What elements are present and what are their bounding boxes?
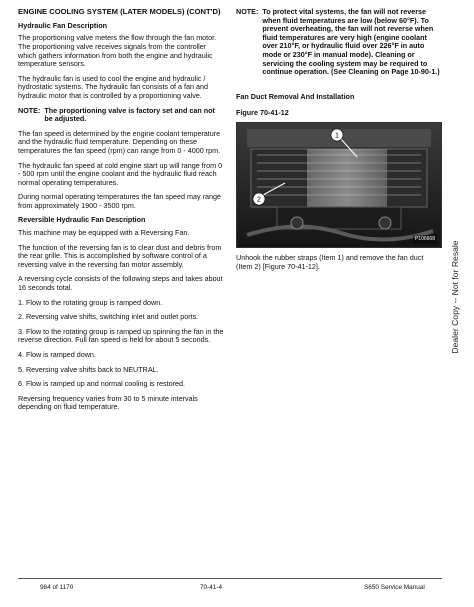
list-item: 2. Reversing valve shifts, switching inlet and outlet ports. <box>18 312 199 322</box>
right-column <box>236 8 440 277</box>
paragraph: The proportioning valve meters the flow through the fan motor. The proportioning valve receives signals from the controller which gathers information from both the engine and hydraulic temperature sensors. <box>18 33 217 69</box>
paragraph: Unhook the rubber straps (Item 1) and remove the fan duct (Item 2) [Figure 70-41-12]. <box>236 252 424 271</box>
page-title: ENGINE COOLING SYSTEM (LATER MODELS) (CONT'D) <box>18 7 221 16</box>
manual-name: S650 Service Manual <box>364 584 425 591</box>
section-heading-reversible-fan: Reversible Hydraulic Fan Description <box>18 215 146 225</box>
page-count: 984 of 1170 <box>40 584 74 591</box>
list-item: 3. Flow to the rotating group is ramped up spinning the fan in the reverse direction. Full fan speed is held for about 5 seconds. <box>18 326 224 345</box>
list-item: 6. Flow is ramped up and normal cooling is restored. <box>18 379 185 389</box>
figure-code: P106668 <box>414 236 435 243</box>
note-label: NOTE: <box>236 7 259 16</box>
paragraph: The hydraulic fan is used to cool the engine and hydraulic / hydrostatic systems. The hydraulic fan consists of a fan and hydraulic motor that is controlled by a proportioning valve. <box>18 73 209 100</box>
note-text: The proportioning valve is factory set and can not be adjusted. <box>44 105 215 124</box>
note <box>18 107 224 124</box>
figure-photo <box>236 122 442 248</box>
left-column <box>18 8 224 418</box>
figure-callout-2: 2 <box>257 196 261 204</box>
note-text: To protect vital systems, the fan will not reverse when fluid temperatures are low (below 60°F). To prevent overheating, the fan will not reverse when fluid temperatures are very high (engine coolant over 210°F, or hydraulic fluid over 226°F in auto mode or 230°F in manual mode). Cleaning or servicing the cooling system may be required to continue operation. (See Cleaning on Page 10-90-1.) <box>262 7 440 77</box>
paragraph: During normal operating temperatures the fan speed may range from approximately 1900 - 3500 rpm. <box>18 192 221 210</box>
fan-duct-photo <box>237 123 441 247</box>
list-item: 4. Flow is ramped down. <box>18 350 96 360</box>
note-label: NOTE: <box>18 105 41 115</box>
page-number: 70-41-4 <box>200 584 223 591</box>
section-heading-hydraulic-fan: Hydraulic Fan Description <box>18 20 108 30</box>
list-item: 1. Flow to the rotating group is ramped down. <box>18 297 163 307</box>
paragraph: This machine may be equipped with a Reversing Fan. <box>18 228 190 238</box>
paragraph: The function of the reversing fan is to clear dust and debris from the rear grille. This is accomplished by software control of a reversing valve in the reversing fan motor assembly. <box>18 242 222 269</box>
side-watermark <box>448 242 462 352</box>
figure-callout-1: 1 <box>335 132 339 140</box>
footer-divider <box>18 578 442 579</box>
paragraph: Reversing frequency varies from 30 to 5 minute intervals depending on fluid temperature. <box>18 393 198 412</box>
note <box>236 8 440 77</box>
list-item: 5. Reversing valve shifts back to NEUTRAL. <box>18 364 159 374</box>
paragraph: The fan speed is determined by the engine coolant temperature and the hydraulic fluid temperature. Depending on these temperatures the fan speed (rpm) can range from 0 - 4000 rpm. <box>18 128 221 155</box>
paragraph: The hydraulic fan speed at cold engine start up will range from 0 - 500 rpm until the engine coolant and the hydraulic fluid reach normal operating temperatures. <box>18 160 223 187</box>
section-heading-fan-duct: Fan Duct Removal And Installation <box>236 91 355 101</box>
side-watermark-text: Dealer Copy -- Not for Resale <box>450 240 460 354</box>
paragraph: A reversing cycle consists of the following steps and takes about 16 seconds total. <box>18 274 223 293</box>
figure-label: Figure 70-41-12 <box>236 108 289 118</box>
